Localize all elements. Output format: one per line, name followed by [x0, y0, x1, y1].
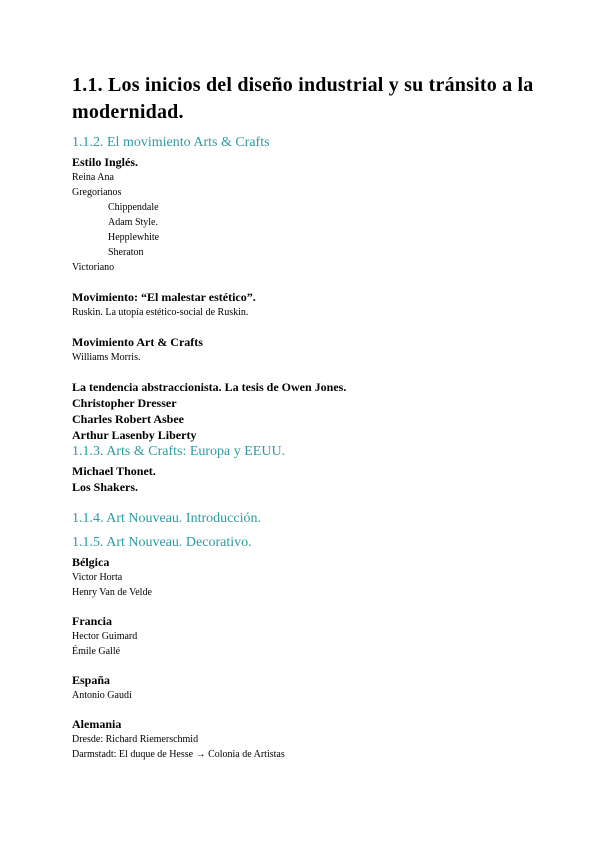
section-heading-1-1-5: 1.1.5. Art Nouveau. Decorativo. [72, 535, 252, 550]
francia-heading: Francia [72, 614, 112, 628]
estilo-ingles-heading: Estilo Inglés. [72, 155, 139, 169]
liberty-line: Arthur Lasenby Liberty [72, 428, 197, 442]
list-item: Émile Gallé [72, 646, 121, 657]
section-heading-1-1-4: 1.1.4. Art Nouveau. Introducción. [72, 511, 261, 526]
alemania-heading: Alemania [72, 717, 122, 731]
belgica-heading: Bélgica [72, 555, 110, 569]
list-item-indented: Adam Style. [108, 217, 158, 228]
list-item: Henry Van de Velde [72, 587, 152, 598]
list-item: Victor Horta [72, 572, 123, 583]
list-item: Williams Morris. [72, 352, 141, 363]
list-item: Hector Guimard [72, 631, 138, 642]
list-item: Reina Ana [72, 172, 114, 183]
list-item: Victoriano [72, 262, 115, 273]
list-item-indented: Hepplewhite [108, 232, 160, 243]
list-item: Gregorianos [72, 187, 122, 198]
thonet-line: Michael Thonet. [72, 464, 156, 478]
tendencia-heading: La tendencia abstraccionista. La tesis de Owen Jones. [72, 380, 347, 394]
shakers-line: Los Shakers. [72, 480, 139, 494]
art-crafts-heading: Movimiento Art & Crafts [72, 335, 203, 349]
list-item: Dresde: Richard Riemerschmid [72, 734, 199, 745]
section-heading-1-1-3: 1.1.3. Arts & Crafts: Europa y EEUU. [72, 444, 286, 459]
list-item: Antonio Gaudí [72, 690, 132, 701]
list-item: Darmstadt: El duque de Hesse → Colonia de Artistas [72, 749, 285, 760]
list-item-indented: Sheraton [108, 247, 144, 258]
ashbee-line: Charles Robert Asbee [72, 412, 184, 426]
dresser-line: Christopher Dresser [72, 396, 177, 410]
document-page [72, 72, 542, 762]
list-item: Ruskin. La utopía estético-social de Ruskin. [72, 307, 249, 318]
section-heading-1-1-2: 1.1.2. El movimiento Arts & Crafts [72, 135, 270, 150]
document-title: 1.1. Los inicios del diseño industrial y su tránsito a la modernidad. [72, 74, 534, 123]
movimiento-heading: Movimiento: “El malestar estético”. [72, 290, 256, 304]
list-item-indented: Chippendale [108, 202, 159, 213]
espana-heading: España [72, 673, 111, 687]
